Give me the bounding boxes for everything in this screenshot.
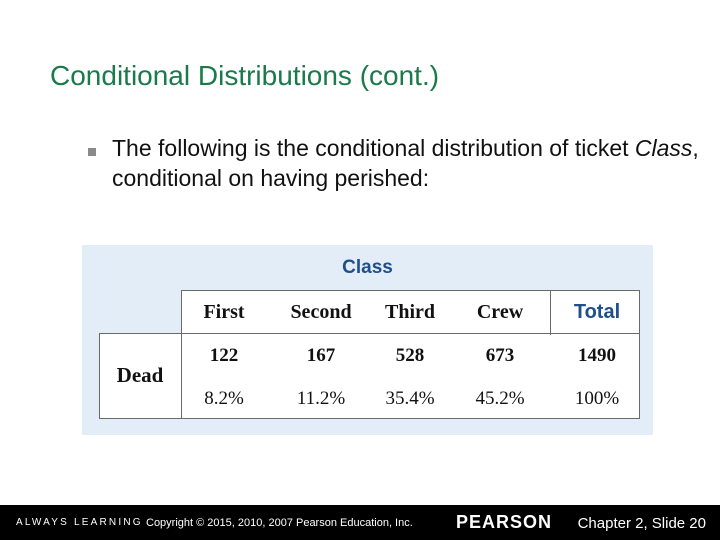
count-first: 122 [209, 345, 239, 366]
column-header-first: First [203, 301, 245, 323]
row-label-dead: Dead [116, 363, 164, 387]
distribution-table [82, 245, 653, 435]
slide-title: Conditional Distributions (cont.) [50, 60, 440, 91]
percent-third: 35.4% [385, 388, 435, 409]
pearson-logo: PEARSON [456, 512, 553, 532]
percent-total: 100% [574, 388, 620, 409]
bullet-square-icon [88, 148, 96, 156]
table-header-class: Class [342, 257, 393, 278]
count-second: 167 [306, 345, 336, 366]
percent-crew: 45.2% [475, 388, 525, 409]
column-header-third: Third [384, 301, 436, 323]
footer-bar [0, 505, 720, 540]
percent-first: 8.2% [204, 388, 244, 409]
bullet-text-part-1: The following is the conditional distribution of ticket [112, 135, 635, 161]
total-column-divider [550, 290, 551, 335]
bullet-text-italic: Class [634, 135, 693, 161]
percent-second: 11.2% [296, 388, 346, 409]
bullet-text-part-2: , conditional on having perished: [112, 135, 699, 191]
slide-number: Chapter 2, Slide 20 [577, 515, 706, 532]
column-header-crew: Crew [476, 301, 524, 323]
count-total: 1490 [578, 345, 616, 366]
column-header-second: Second [290, 301, 352, 323]
count-third: 528 [395, 345, 425, 366]
count-crew: 673 [485, 345, 515, 366]
footer-copyright: Copyright © 2015, 2010, 2007 Pearson Education, Inc. [146, 517, 413, 529]
bullet-text [112, 133, 702, 193]
column-header-total: Total [573, 301, 621, 323]
footer-tagline: ALWAYS LEARNING [16, 517, 143, 528]
